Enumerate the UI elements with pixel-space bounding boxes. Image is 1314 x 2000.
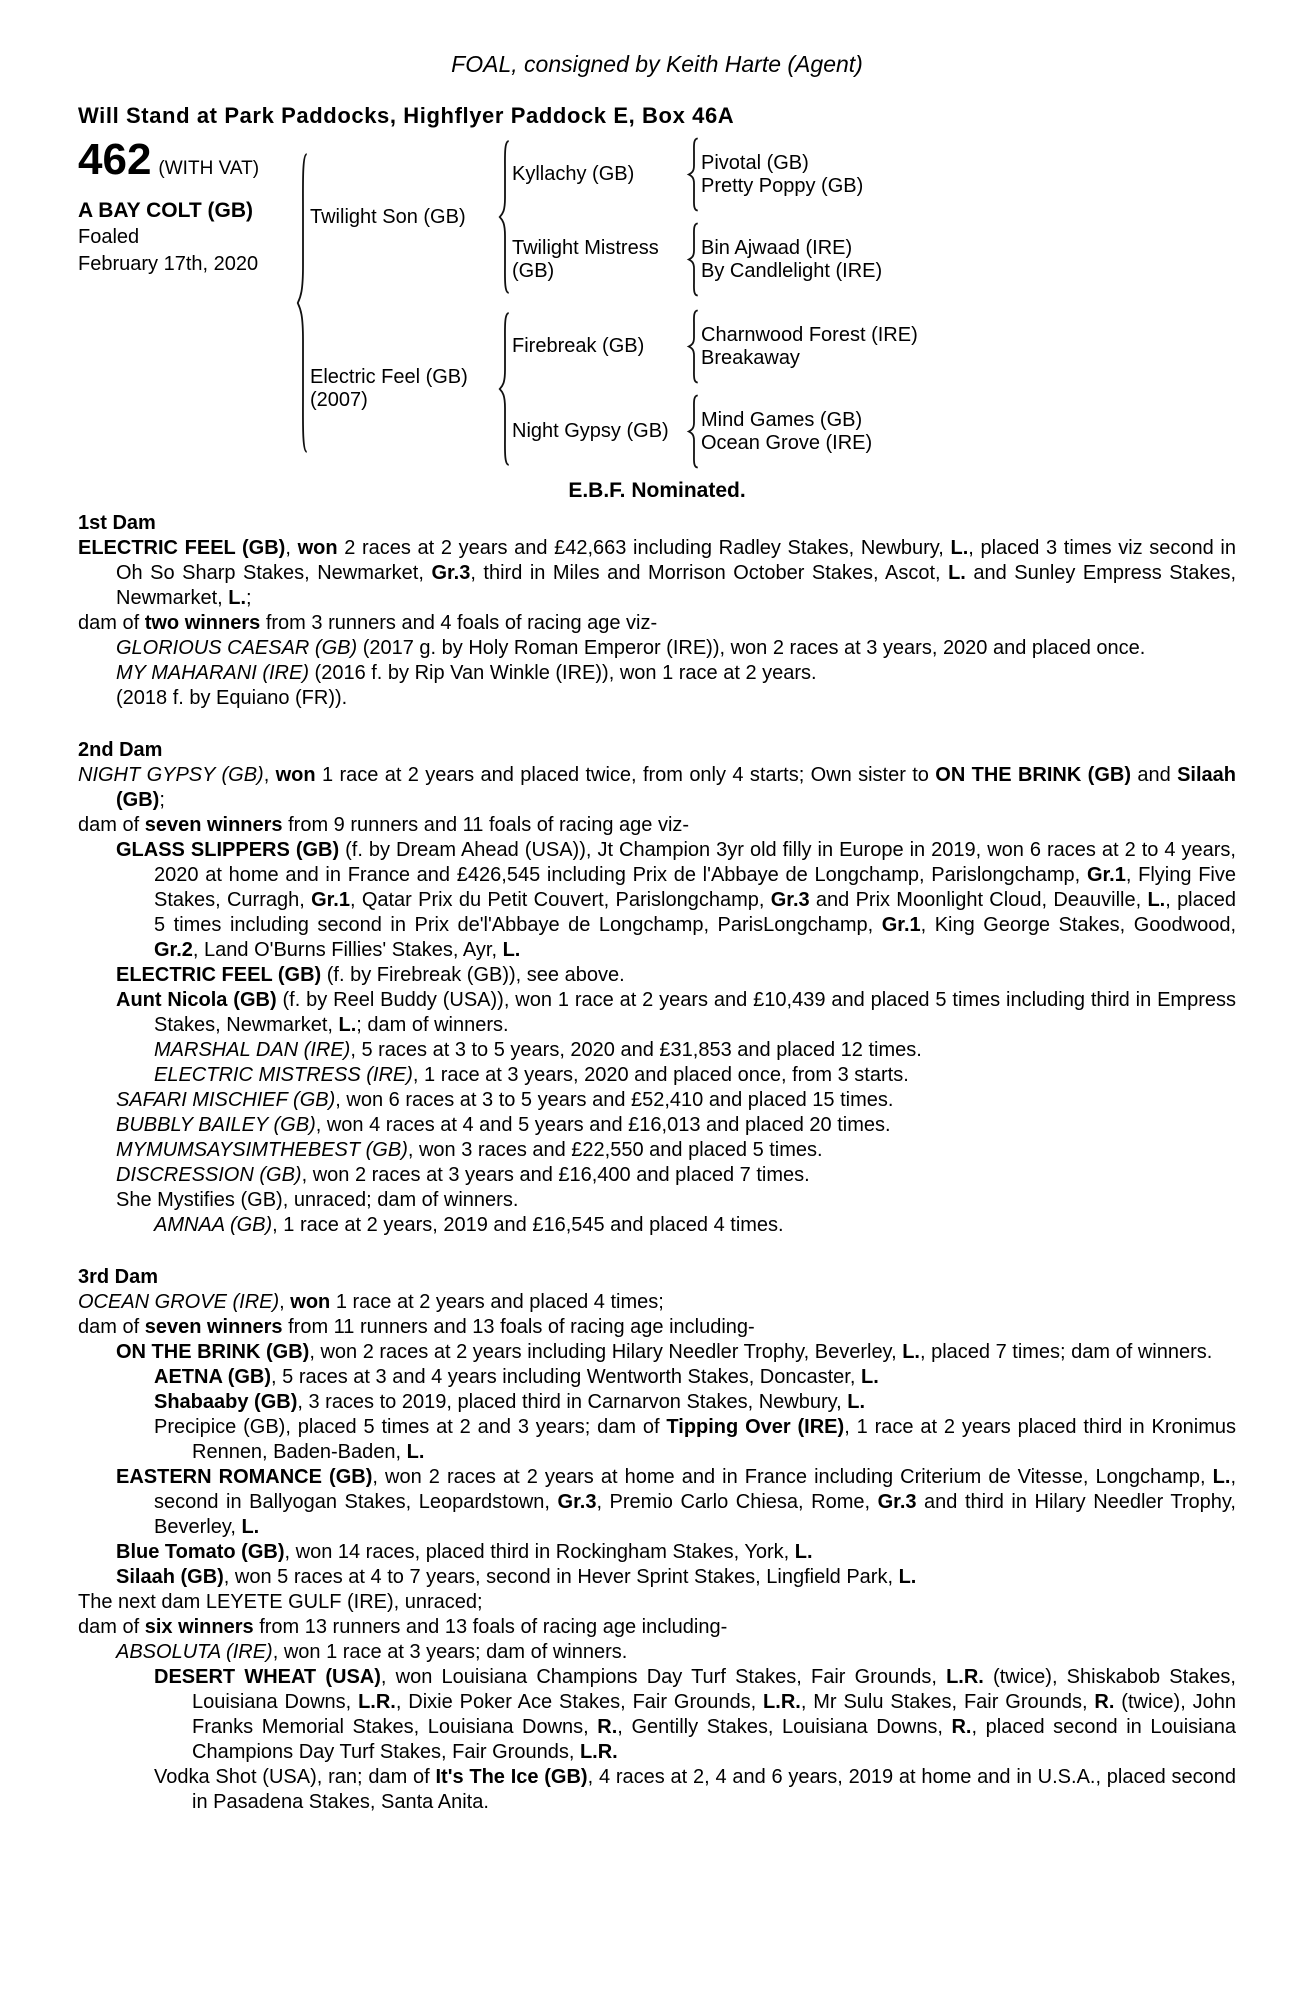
- great-grandparents: [701, 393, 1236, 470]
- great-grandsire-name: Mind Games (GB): [701, 408, 863, 431]
- pedigree-paragraph: GLORIOUS CAESAR (GB) (2017 g. by Holy Roman Emperor (IRE)), won 2 races at 3 years, 2020 and placed once.: [116, 637, 1146, 659]
- pedigree-paragraph: DESERT WHEAT (USA), won Louisiana Champions Day Turf Stakes, Fair Grounds, L.R. (twice), Shiskabob Stakes, Louisiana Downs, L.R., Dixie Poker Ace Stakes, Fair Grounds, L.R., Mr Sulu Stakes, Fair Grounds, R. (twice), John Franks Memorial Stakes, Louisiana Downs, R., Gentilly Stakes, Louisiana Downs, R., placed second in Louisiana Champions Day Turf Stakes, Fair Grounds, L.R.: [154, 1666, 1236, 1763]
- great-granddam-name: Breakaway: [701, 346, 800, 369]
- brace-icon: [294, 148, 309, 458]
- foaled-label: Foaled: [78, 226, 140, 248]
- lot-number: 462: [78, 135, 152, 184]
- great-grandparents: [701, 136, 1236, 213]
- sire-grandparents: [512, 136, 1236, 298]
- great-granddam-name: By Candlelight (IRE): [701, 259, 883, 282]
- pedigree-paragraph: MY MAHARANI (IRE) (2016 f. by Rip Van Winkle (IRE)), won 1 race at 2 years.: [116, 662, 817, 684]
- great-granddam-name: Pretty Poppy (GB): [701, 174, 864, 197]
- sire-cell: [310, 136, 495, 298]
- section-heading-3rd-dam: 3rd Dam: [78, 1266, 159, 1288]
- pedigree-paragraph: Vodka Shot (USA), ran; dam of It's The Ice (GB), 4 races at 2, 4 and 6 years, 2019 at home and in U.S.A., placed second in Pasadena Stakes, Santa Anita.: [154, 1766, 1237, 1813]
- sire-name: Twilight Son (GB): [310, 205, 466, 228]
- pedigree-parents: [310, 136, 1236, 470]
- pedigree-paragraph: Precipice (GB), placed 5 times at 2 and 3 years; dam of Tipping Over (IRE), 1 race at 2 years placed third in Kronimus Rennen, Baden-Baden, L.: [154, 1416, 1236, 1463]
- sire-branch: [310, 136, 1236, 298]
- pedigree-paragraph: The next dam LEYETE GULF (IRE), unraced;: [78, 1591, 483, 1613]
- dam-branch: [310, 308, 1236, 470]
- great-grandsire-name: Bin Ajwaad (IRE): [701, 236, 853, 259]
- pedigree-paragraph: GLASS SLIPPERS (GB) (f. by Dream Ahead (USA)), Jt Champion 3yr old filly in Europe in 2019, won 6 races at 2 to 4 years, 2020 at home and in France and £426,545 including Prix de l'Abbaye de Longchamp, Parislongchamp, Gr.1, Flying Five Stakes, Curragh, Gr.1, Qatar Prix du Petit Couvert, Parislongchamp, Gr.3 and Prix Moonlight Cloud, Deauville, L., placed 5 times including second in Prix de'l'Abbaye de Longchamp, ParisLongchamp, Gr.1, King George Stakes, Goodwood, Gr.2, Land O'Burns Fillies' Stakes, Ayr, L.: [116, 839, 1237, 961]
- pedigree-paragraph: AETNA (GB), 5 races at 3 and 4 years including Wentworth Stakes, Doncaster, L.: [154, 1366, 879, 1388]
- paternal-granddam-name: Twilight Mistress (GB): [512, 236, 659, 282]
- first-dam-section: [78, 511, 1236, 711]
- foaled-date: February 17th, 2020: [78, 253, 259, 275]
- great-grandsire-name: Charnwood Forest (IRE): [701, 323, 918, 346]
- pedigree-paragraph: ELECTRIC FEEL (GB), won 2 races at 2 years and £42,663 including Radley Stakes, Newbury, L., placed 3 times viz second in Oh So Sharp Stakes, Newmarket, Gr.3, third in Miles and Morrison October Stakes, Ascot, L. and Sunley Empress Stakes, Newmarket, L.;: [78, 537, 1237, 609]
- maternal-grandsire-branch: [512, 308, 1236, 385]
- dam-name: Electric Feel (GB): [310, 366, 468, 388]
- consignor-line: FOAL, consigned by Keith Harte (Agent): [451, 51, 863, 77]
- brace-icon: [496, 310, 511, 468]
- lot-column: [78, 136, 293, 470]
- pedigree-paragraph: ABSOLUTA (IRE), won 1 race at 3 years; dam of winners.: [116, 1641, 628, 1663]
- great-grandsire-name: Pivotal (GB): [701, 151, 809, 174]
- maternal-grandsire-name: Firebreak (GB): [512, 335, 645, 357]
- lot-line: [78, 135, 293, 184]
- ebf-nominated-line: E.B.F. Nominated.: [568, 479, 746, 502]
- pedigree-paragraph: Blue Tomato (GB), won 14 races, placed third in Rockingham Stakes, York, L.: [116, 1541, 813, 1563]
- paternal-grandsire-name: Kyllachy (GB): [512, 163, 635, 185]
- brace-icon: [685, 137, 700, 212]
- pedigree-paragraph: DISCRESSION (GB), won 2 races at 3 years and £16,400 and placed 7 times.: [116, 1164, 810, 1186]
- pedigree-block: [78, 136, 1236, 470]
- dam-year: (2007): [310, 389, 368, 411]
- brace-icon: [685, 394, 700, 469]
- pedigree-paragraph: dam of two winners from 3 runners and 4 foals of racing age viz-: [78, 612, 658, 634]
- colt-description: A BAY COLT (GB): [78, 199, 254, 222]
- pedigree-paragraph: dam of six winners from 13 runners and 13 foals of racing age including-: [78, 1616, 728, 1638]
- pedigree-paragraph: (2018 f. by Equiano (FR)).: [116, 687, 348, 709]
- pedigree-paragraph: dam of seven winners from 11 runners and 13 foals of racing age including-: [78, 1316, 755, 1338]
- third-dam-section: [78, 1265, 1236, 1590]
- section-heading-2nd-dam: 2nd Dam: [78, 739, 163, 761]
- great-grandparents: [701, 221, 1236, 298]
- brace-icon: [685, 222, 700, 297]
- pedigree-paragraph: OCEAN GROVE (IRE), won 1 race at 2 years and placed 4 times;: [78, 1291, 664, 1313]
- pedigree-paragraph: BUBBLY BAILEY (GB), won 4 races at 4 and 5 years and £16,013 and placed 20 times.: [116, 1114, 891, 1136]
- second-dam-section: [78, 738, 1236, 1238]
- section-heading-1st-dam: 1st Dam: [78, 512, 156, 534]
- dam-cell: [310, 308, 495, 470]
- stand-line: Will Stand at Park Paddocks, Highflyer Paddock E, Box 46A: [78, 103, 735, 128]
- paternal-grandsire-branch: [512, 136, 1236, 213]
- pedigree-paragraph: SAFARI MISCHIEF (GB), won 6 races at 3 to 5 years and £52,410 and placed 15 times.: [116, 1089, 894, 1111]
- pedigree-paragraph: ELECTRIC MISTRESS (IRE), 1 race at 3 years, 2020 and placed once, from 3 starts.: [154, 1064, 909, 1086]
- brace-icon: [496, 138, 511, 296]
- maternal-granddam-name: Night Gypsy (GB): [512, 420, 669, 442]
- great-grandparents: [701, 308, 1236, 385]
- pedigree-paragraph: Shabaaby (GB), 3 races to 2019, placed third in Carnarvon Stakes, Newbury, L.: [154, 1391, 866, 1413]
- pedigree-paragraph: MYMUMSAYSIMTHEBEST (GB), won 3 races and £22,550 and placed 5 times.: [116, 1139, 823, 1161]
- pedigree-paragraph: Silaah (GB), won 5 races at 4 to 7 years, second in Hever Sprint Stakes, Lingfield Park, L.: [116, 1566, 917, 1588]
- pedigree-paragraph: ON THE BRINK (GB), won 2 races at 2 years including Hilary Needler Trophy, Beverley, L., placed 7 times; dam of winners.: [116, 1341, 1213, 1363]
- vat-note: (WITH VAT): [158, 158, 260, 179]
- pedigree-paragraph: EASTERN ROMANCE (GB), won 2 races at 2 years at home and in France including Criterium de Vitesse, Longchamp, L., second in Ballyogan Stakes, Leopardstown, Gr.3, Premio Carlo Chiesa, Rome, Gr.3 and third in Hilary Needler Trophy, Beverley, L.: [116, 1466, 1236, 1538]
- pedigree-paragraph: AMNAA (GB), 1 race at 2 years, 2019 and £16,545 and placed 4 times.: [154, 1214, 784, 1236]
- pedigree-paragraph: She Mystifies (GB), unraced; dam of winners.: [116, 1189, 519, 1211]
- great-granddam-name: Ocean Grove (IRE): [701, 431, 873, 454]
- pedigree-tree: [293, 136, 1236, 470]
- brace-icon: [685, 309, 700, 384]
- pedigree-paragraph: dam of seven winners from 9 runners and 11 foals of racing age viz-: [78, 814, 690, 836]
- pedigree-paragraph: MARSHAL DAN (IRE), 5 races at 3 to 5 years, 2020 and £31,853 and placed 12 times.: [154, 1039, 922, 1061]
- pedigree-paragraph: Aunt Nicola (GB) (f. by Reel Buddy (USA)), won 1 race at 2 years and £10,439 and placed 5 times including third in Empress Stakes, Newmarket, L.; dam of winners.: [116, 989, 1236, 1036]
- dam-grandparents: [512, 308, 1236, 470]
- pedigree-paragraph: NIGHT GYPSY (GB), won 1 race at 2 years and placed twice, from only 4 starts; Own sister to ON THE BRINK (GB) and Silaah (GB);: [78, 764, 1236, 811]
- pedigree-paragraph: ELECTRIC FEEL (GB) (f. by Firebreak (GB)), see above.: [116, 964, 625, 986]
- maternal-granddam-branch: [512, 393, 1236, 470]
- paternal-granddam-branch: [512, 221, 1236, 298]
- next-dam-section: [78, 1590, 1236, 1815]
